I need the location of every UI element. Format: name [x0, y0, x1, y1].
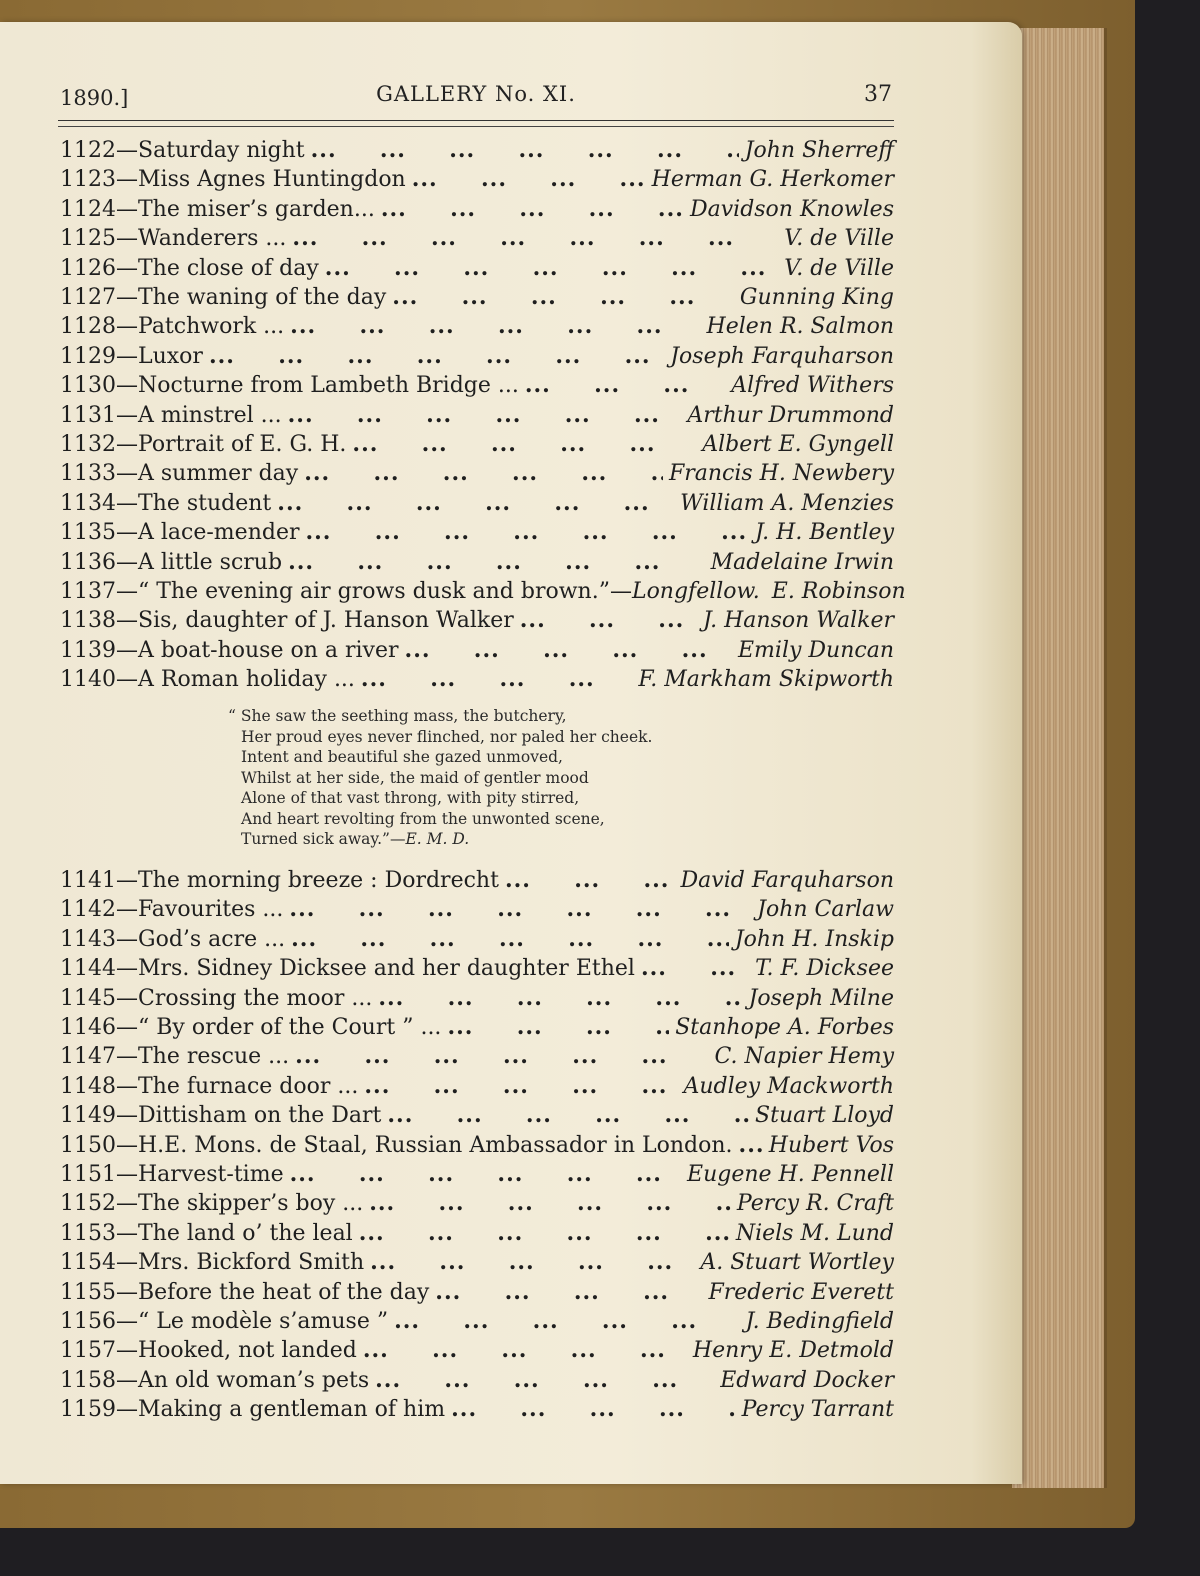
poem-line: And heart revolting from the unwonted scene,: [241, 809, 605, 828]
entry-title: The miser’s garden...: [138, 196, 375, 222]
entry-artist: Stanhope A. Forbes: [675, 1015, 894, 1040]
leader-dots: [375, 1366, 714, 1395]
leader-dots: [739, 1131, 763, 1160]
entry-number: 1143—: [60, 926, 138, 952]
leader-dots: [305, 518, 749, 547]
entry-title: Portrait of E. G. H.: [138, 432, 347, 457]
running-header: [60, 80, 892, 110]
entry-artist: J. Bedingfield: [745, 1309, 894, 1334]
catalogue-entry: [60, 1395, 894, 1424]
leader-dots: [387, 1101, 749, 1130]
entry-artist: Arthur Drummond: [687, 402, 894, 428]
entry-number: 1152—: [60, 1191, 138, 1217]
entry-artist: Joseph Milne: [748, 985, 894, 1011]
entry-title: The furnace door ...: [138, 1073, 359, 1099]
entry-number: 1127—: [60, 285, 138, 310]
entry-number: 1136—: [60, 549, 138, 575]
leader-dots: [277, 489, 674, 518]
entry-title: A boat-house on a river: [138, 637, 399, 663]
entry-title: Nocturne from Lambeth Bridge ...: [138, 373, 519, 399]
entry-title: A Roman holiday ...: [138, 667, 355, 693]
entry-title: The student: [138, 490, 272, 516]
leader-dots: [288, 548, 705, 577]
leader-dots: [292, 224, 778, 253]
leader-dots: [290, 312, 700, 341]
leader-dots: [304, 459, 663, 488]
entry-number: 1138—: [60, 608, 138, 634]
leader-dots: [288, 401, 682, 430]
entry-artist: A. Stuart Wortley: [700, 1250, 894, 1276]
entry-title: The close of day: [138, 255, 319, 281]
catalogue-entry: [60, 136, 894, 165]
catalogue-entry: [60, 606, 894, 635]
catalogue-entry: [60, 371, 894, 400]
leader-dots: [289, 895, 751, 924]
entry-artist: Davidson Knowles: [689, 196, 894, 222]
entry-number: 1135—: [60, 520, 138, 546]
catalogue-entry: [60, 1248, 894, 1277]
entry-number: 1141—: [60, 868, 138, 893]
entry-artist: V. de Ville: [784, 226, 894, 252]
entry-artist: Albert E. Gyngell: [702, 432, 894, 457]
leader-dots: [369, 1189, 731, 1218]
entry-artist: John H. Inskip: [734, 926, 894, 952]
entry-artist: Joseph Farquharson: [670, 343, 894, 369]
catalogue-entry: [60, 1336, 894, 1365]
entry-title: Luxor: [138, 343, 203, 369]
catalogue-entry: [60, 665, 894, 694]
header-rule-thin: [58, 126, 894, 127]
leader-dots: [392, 283, 734, 312]
leader-dots: [364, 1072, 677, 1101]
catalogue-entry: [60, 401, 894, 430]
entry-title: Hooked, not landed: [138, 1338, 357, 1364]
entry-artist: William A. Menzies: [680, 490, 894, 516]
entry-number: 1155—: [60, 1279, 138, 1305]
catalogue-entry: [60, 1131, 894, 1160]
entry-number: 1131—: [60, 402, 138, 428]
entry-title: The land o’ the leal: [138, 1220, 353, 1246]
leader-dots: [520, 606, 697, 635]
entry-number: 1123—: [60, 167, 138, 193]
entry-title: Wanderers ...: [138, 226, 287, 252]
entry-title: The morning breeze : Dordrecht: [138, 868, 499, 893]
entry-number: 1139—: [60, 637, 138, 663]
entry-number: 1137—: [60, 579, 138, 604]
entry-number: 1145—: [60, 985, 138, 1011]
entry-number: 1150—: [60, 1132, 138, 1158]
entry-artist: Madelaine Irwin: [710, 549, 894, 575]
header-year: 1890.]: [60, 86, 129, 110]
entry-title: “ The evening air grows dusk and brown.”—: [138, 579, 632, 604]
entry-number: 1126—: [60, 255, 138, 281]
entry-artist: E. Robinson: [771, 579, 906, 604]
entry-title: The rescue ...: [138, 1044, 290, 1070]
leader-dots: [394, 1307, 739, 1336]
catalogue-entry: [60, 224, 894, 253]
catalogue-entry: [60, 895, 894, 924]
entry-artist: Percy Tarrant: [741, 1397, 894, 1423]
entry-title: “ Le modèle s’amuse ”: [138, 1309, 389, 1334]
leader-dots: [370, 1248, 694, 1277]
entry-title: Before the heat of the day: [138, 1279, 430, 1305]
catalogue-entry: [60, 1278, 894, 1307]
catalogue-entry: [60, 1013, 894, 1042]
entry-artist: Niels M. Lund: [735, 1220, 894, 1246]
entry-number: 1129—: [60, 343, 138, 369]
entry-number: 1124—: [60, 196, 138, 222]
entry-title: Mrs. Sidney Dicksee and her daughter Ethel: [138, 956, 635, 982]
entry-artist: David Farquharson: [680, 868, 894, 893]
entry-artist: J. H. Bentley: [755, 520, 894, 546]
catalogue-entry: [60, 954, 894, 983]
catalogue-entry: [60, 489, 894, 518]
leader-dots: [352, 430, 696, 459]
catalogue-entry: [60, 283, 894, 312]
poem-line: Her proud eyes never flinched, nor paled her cheek.: [241, 727, 653, 746]
catalogue-entry: [60, 1072, 894, 1101]
entry-title: Saturday night: [138, 138, 305, 163]
header-gallery-title: GALLERY No. XI.: [376, 82, 576, 106]
entry-number: 1154—: [60, 1250, 138, 1276]
entry-title: The waning of the day: [138, 285, 387, 310]
catalogue-entry: [60, 1042, 894, 1071]
entry-artist: John Sherreff: [744, 138, 894, 163]
entry-artist: Henry E. Detmold: [692, 1338, 894, 1364]
entry-artist: Alfred Withers: [731, 373, 894, 399]
leader-dots: [291, 925, 729, 954]
entry-title: A lace-mender: [138, 520, 300, 546]
entry-artist: C. Napier Hemy: [714, 1044, 894, 1070]
header-rule: [58, 120, 894, 121]
entry-number: 1147—: [60, 1044, 138, 1070]
catalogue-entry: [60, 1189, 894, 1218]
catalogue-entry: [60, 342, 894, 371]
leader-dots: [359, 1219, 730, 1248]
entry-number: 1159—: [60, 1397, 138, 1423]
catalogue-entry: [60, 925, 894, 954]
poem-line: Alone of that vast throng, with pity stirred,: [241, 789, 580, 807]
entry-artist: Frederic Everett: [708, 1279, 894, 1305]
leader-dots: [209, 342, 664, 371]
entry-number: 1149—: [60, 1103, 138, 1129]
entry-number: 1132—: [60, 432, 138, 457]
entry-artist: Edward Docker: [720, 1367, 894, 1393]
catalogue-entry: [60, 1307, 894, 1336]
entry-title: A little scrub: [138, 549, 283, 575]
entry-title: An old woman’s pets: [138, 1367, 370, 1393]
leader-dots: [505, 866, 675, 895]
entry-number: 1130—: [60, 373, 138, 399]
entry-title: Patchwork ...: [138, 314, 285, 340]
poem-signature: E. M. D.: [405, 830, 470, 848]
entry-title: God’s acre ...: [138, 926, 286, 952]
entry-number: 1128—: [60, 314, 138, 340]
poem-line: Turned sick away.”—E. M. D.: [241, 830, 470, 848]
catalogue-entry: [60, 577, 906, 606]
entry-title: Crossing the moor ...: [138, 985, 373, 1011]
entry-number: 1122—: [60, 138, 138, 163]
leader-dots: [405, 636, 732, 665]
entry-number: 1148—: [60, 1073, 138, 1099]
catalogue-entry: [60, 195, 894, 224]
entry-artist: Gunning King: [739, 285, 894, 310]
catalogue-entry: [60, 254, 894, 283]
entry-artist: Audley Mackworth: [683, 1073, 894, 1099]
entry-artist: Emily Duncan: [738, 637, 894, 663]
poem-line: Whilst at her side, the maid of gentler mood: [241, 768, 589, 787]
entry-title: Making a gentleman of him: [138, 1397, 446, 1423]
leader-dots: [325, 254, 778, 283]
leader-dots: [451, 1395, 736, 1424]
leader-dots: [295, 1042, 708, 1071]
entry-title: Favourites ...: [138, 897, 284, 923]
entry-number: 1142—: [60, 897, 138, 923]
entry-artist: John Carlaw: [757, 897, 894, 923]
catalogue-entry: [60, 1101, 894, 1130]
leader-dots: [641, 954, 749, 983]
catalogue-entry: [60, 984, 894, 1013]
entry-artist: Hubert Vos: [768, 1132, 894, 1158]
catalogue-entry: [60, 459, 894, 488]
catalogue-entry: [60, 1219, 894, 1248]
entry-artist: V. de Ville: [784, 255, 894, 281]
entry-artist: Helen R. Salmon: [706, 314, 894, 340]
page-edges: [1012, 28, 1107, 1488]
leader-dots: [361, 665, 633, 694]
catalogue-entry: [60, 866, 894, 895]
leader-dots: [412, 165, 646, 194]
entry-number: 1144—: [60, 956, 138, 982]
entry-title: Mrs. Bickford Smith: [138, 1250, 365, 1276]
catalogue-entry: [60, 1366, 894, 1395]
entry-title: Miss Agnes Huntingdon: [138, 167, 406, 193]
entry-title: “ By order of the Court ” ...: [138, 1015, 442, 1040]
leader-dots: [311, 136, 739, 165]
entry-number: 1158—: [60, 1367, 138, 1393]
poem-quotation: [228, 706, 728, 850]
leader-dots: [447, 1013, 669, 1042]
entry-number: 1151—: [60, 1162, 138, 1187]
entry-number: 1133—: [60, 461, 138, 487]
leader-dots: [378, 984, 742, 1013]
entry-artist: T. F. Dicksee: [755, 956, 894, 982]
catalogue-entry: [60, 636, 894, 665]
leader-dots: [363, 1336, 687, 1365]
entry-artist: Stuart Lloyd: [755, 1103, 894, 1129]
entry-artist: Eugene H. Pennell: [687, 1162, 894, 1187]
catalogue-entry: [60, 165, 894, 194]
entry-title: Dittisham on the Dart: [138, 1103, 382, 1129]
entry-title: H.E. Mons. de Staal, Russian Ambassador in London.: [138, 1132, 733, 1158]
entry-number: 1134—: [60, 490, 138, 516]
entry-artist: J. Hanson Walker: [703, 608, 894, 634]
entry-title: Harvest-time: [138, 1162, 284, 1187]
catalogue-entry: [60, 430, 894, 459]
page-number: 37: [864, 82, 892, 107]
entry-title: A minstrel ...: [138, 402, 282, 428]
poem-line: Intent and beautiful she gazed unmoved,: [241, 748, 563, 766]
entry-number: 1153—: [60, 1220, 138, 1246]
catalogue-entry: [60, 548, 894, 577]
catalogue-entry: [60, 312, 894, 341]
entry-artist: Percy R. Craft: [736, 1191, 894, 1217]
entry-artist: Herman G. Herkomer: [651, 167, 894, 193]
entry-number: 1125—: [60, 226, 138, 252]
leader-dots: [381, 195, 684, 224]
entry-title: The skipper’s boy ...: [138, 1191, 364, 1217]
leader-dots: [290, 1160, 681, 1189]
entry-artist: F. Markham Skipworth: [638, 667, 894, 693]
entry-quote-author: Longfellow.: [631, 579, 760, 604]
entry-number: 1157—: [60, 1338, 138, 1364]
poem-line: “ She saw the seething mass, the butchery,: [228, 707, 567, 725]
entry-number: 1146—: [60, 1015, 138, 1040]
entry-number: 1156—: [60, 1309, 138, 1334]
entry-title: A summer day: [138, 461, 299, 487]
catalogue-entry: [60, 1160, 894, 1189]
leader-dots: [525, 371, 725, 400]
entry-artist: Francis H. Newbery: [668, 461, 894, 487]
entry-number: 1140—: [60, 667, 138, 693]
leader-dots: [435, 1278, 702, 1307]
entry-title: Sis, daughter of J. Hanson Walker: [138, 608, 514, 634]
catalogue-entry: [60, 518, 894, 547]
